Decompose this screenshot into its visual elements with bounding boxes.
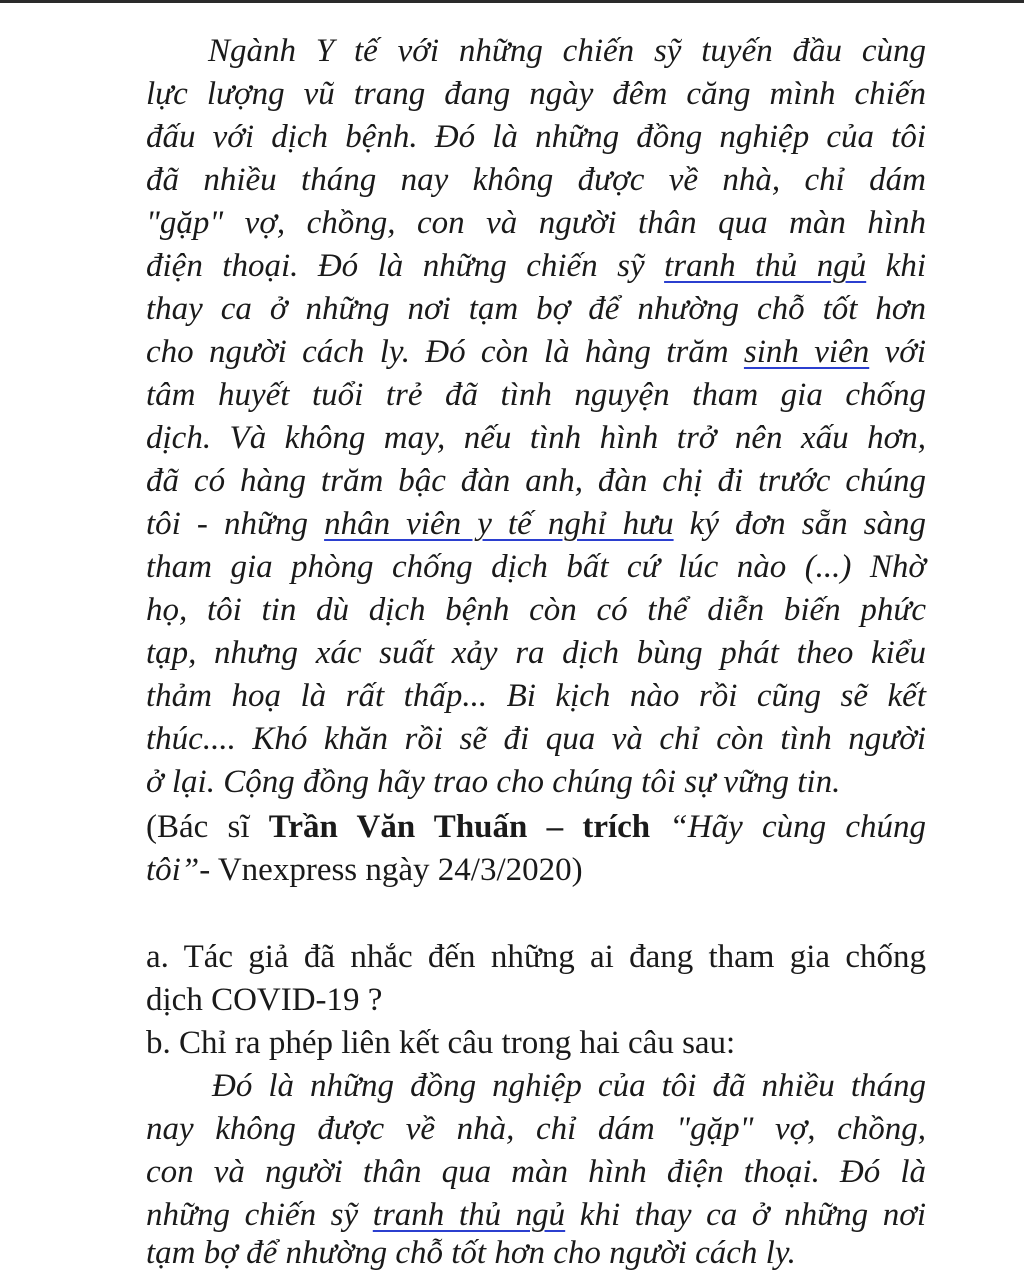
- passage-line: đã nhiều tháng nay không được về nhà, chỉ dám: [146, 162, 926, 198]
- citation-title: “Hãy cùng chúng: [669, 809, 926, 845]
- passage-line: đấu với dịch bệnh. Đó là những đồng nghiệp của tôi: [146, 119, 926, 155]
- underlined-phrase: tranh thủ ngủ: [372, 1197, 566, 1233]
- underlined-phrase: tranh thủ ngủ: [664, 248, 867, 284]
- excerpt-line: con và người thân qua màn hình điện thoại. Đó là: [146, 1154, 926, 1190]
- excerpt-line: nay không được về nhà, chỉ dám "gặp" vợ, chồng,: [146, 1111, 926, 1147]
- passage-line: cho người cách ly. Đó còn là hàng trăm sinh viên với: [146, 334, 926, 370]
- citation-line: tôi”- Vnexpress ngày 24/3/2020): [146, 852, 583, 888]
- passage-line: Ngành Y tế với những chiến sỹ tuyến đầu cùng: [208, 33, 926, 69]
- underlined-phrase: nhân viên y tế nghỉ hưu: [324, 506, 674, 542]
- citation-line: (Bác sĩ Trần Văn Thuấn – trích “Hãy cùng chúng: [146, 809, 926, 845]
- passage-line: thay ca ở những nơi tạm bợ để nhường chỗ tốt hơn: [146, 291, 926, 327]
- passage-line: tôi - những nhân viên y tế nghỉ hưu ký đơn sẵn sàng: [146, 506, 927, 542]
- passage-line: họ, tôi tin dù dịch bệnh còn có thể diễn biến phức: [146, 592, 926, 628]
- excerpt-line: tạm bợ để nhường chỗ tốt hơn cho người cách ly.: [146, 1235, 796, 1271]
- excerpt-line: Đó là những đồng nghiệp của tôi đã nhiều tháng: [212, 1068, 926, 1104]
- passage-line: "gặp" vợ, chồng, con và người thân qua màn hình: [146, 205, 926, 241]
- passage-line: tâm huyết tuổi trẻ đã tình nguyện tham gia chống: [146, 377, 926, 413]
- citation-author: Trần Văn Thuấn – trích: [268, 809, 670, 845]
- passage-line: lực lượng vũ trang đang ngày đêm căng mình chiến: [146, 76, 926, 112]
- passage-line: điện thoại. Đó là những chiến sỹ tranh thủ ngủ khi: [146, 248, 926, 284]
- passage-line: đã có hàng trăm bậc đàn anh, đàn chị đi trước chúng: [146, 463, 926, 499]
- passage-line: tạp, nhưng xác suất xảy ra dịch bùng phát theo kiểu: [146, 635, 926, 671]
- underlined-phrase: sinh viên: [743, 334, 870, 370]
- question-a-continued: dịch COVID-19 ?: [146, 982, 383, 1018]
- passage-line: thảm hoạ là rất thấp... Bi kịch nào rồi cũng sẽ kết: [146, 678, 926, 714]
- passage-line: tham gia phòng chống dịch bất cứ lúc nào (...) Nhờ: [146, 549, 926, 585]
- passage-line: thúc.... Khó khăn rồi sẽ đi qua và chỉ còn tình người: [146, 721, 926, 757]
- question-a: a. Tác giả đã nhắc đến những ai đang tham gia chống: [146, 939, 926, 975]
- question-b: b. Chỉ ra phép liên kết câu trong hai câu sau:: [146, 1025, 736, 1061]
- excerpt-line: những chiến sỹ tranh thủ ngủ khi thay ca ở những nơi: [146, 1197, 927, 1233]
- passage-line: ở lại. Cộng đồng hãy trao cho chúng tôi sự vững tin.: [146, 764, 841, 800]
- passage-line: dịch. Và không may, nếu tình hình trở nên xấu hơn,: [146, 420, 926, 456]
